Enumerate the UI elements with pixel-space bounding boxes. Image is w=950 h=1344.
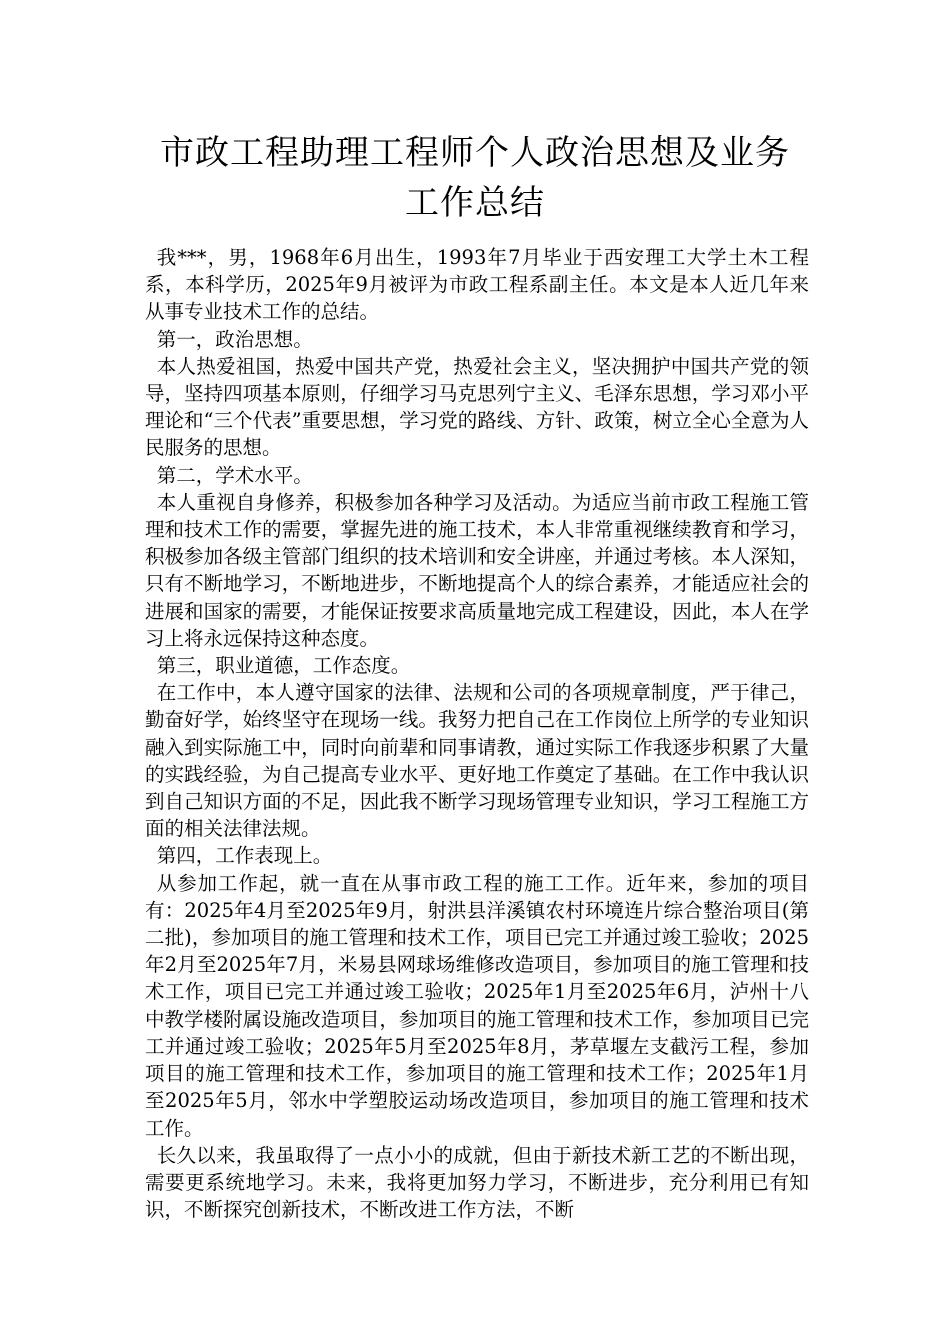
intro-paragraph: 我***，男，1968年6月出生，1993年7月毕业于西安理工大学土木工程系，本科学历，2025年9月被评为市政工程系副主任。本文是本人近几年来从事专业技术工作的总结。 [145, 246, 809, 324]
title-line-2: 工作总结 [405, 183, 545, 223]
document-title [100, 128, 850, 228]
section-heading-politics: 第一，政治思想。 [156, 327, 313, 351]
academic-paragraph: 本人重视自身修养，积极参加各种学习及活动。为适应当前市政工程施工管理和技术工作的需要，掌握先进的施工技术，本人非常重视继续教育和学习，积极参加各级主管部门组织的技术培训和安全讲座，并通过考核。本人深知，只有不断地学习，不断地进步，不断地提高个人的综合素养，才能适应社会的进展和国家的需要，才能保证按要求高质量地完成工程建设，因此，本人在学习上将永远保持这种态度。 [145, 490, 809, 650]
section-heading-performance: 第四，工作表现上。 [156, 844, 333, 868]
ethics-paragraph: 在工作中，本人遵守国家的法律、法规和公司的各项规章制度，严于律己，勤奋好学，始终坚守在现场一线。我努力把自己在工作岗位上所学的专业知识融入到实际施工中，同时向前辈和同事请教，通过实际工作我逐步积累了大量的实践经验，为自己提高专业水平、更好地工作奠定了基础。在工作中我认识到自己知识方面的不足，因此我不断学习现场管理专业知识，学习工程施工方面的相关法律法规。 [145, 681, 809, 841]
section-heading-academic: 第二，学术水平。 [156, 463, 313, 487]
performance-paragraph: 从参加工作起，就一直在从事市政工程的施工工作。近年来，参加的项目有：2025年4月至2025年9月，射洪县洋溪镇农村环境连片综合整治项目(第二批)，参加项目的施工管理和技术工作，项目已完工并通过竣工验收；2025年2月至2025年7月，米易县网球场维修改造项目，参加项目的施工管理和技术工作，项目已完工并通过竣工验收；2025年1月至2025年6月，泸州十八中教学楼附属设施改造项目，参加项目的施工管理和技术工作，参加项目已完工并通过竣工验收；2025年5月至2025年8月，茅草堰左支截污工程，参加项目的施工管理和技术工作，参加项目的施工管理和技术工作；2025年1月至2025年5月，邻水中学塑胶运动场改造项目，参加项目的施工管理和技术工作。 [145, 871, 809, 1140]
title-line-1: 市政工程助理工程师个人政治思想及业务 [160, 133, 790, 173]
closing-paragraph: 长久以来，我虽取得了一点小小的成就，但由于新技术新工艺的不断出现，需要更系统地学习。未来，我将更加努力学习，不断进步，充分利用已有知识，不断探究创新技术，不断改进工作方法，不断 [145, 1143, 809, 1222]
document-body [145, 244, 809, 1223]
politics-paragraph: 本人热爱祖国，热爱中国共产党，热爱社会主义，坚决拥护中国共产党的领导，坚持四项基本原则，仔细学习马克思列宁主义、毛泽东思想，学习邓小平理论和“三个代表”重要思想，学习党的路线、方针、政策，树立全心全意为人民服务的思想。 [145, 354, 809, 460]
section-heading-ethics: 第三，职业道德，工作态度。 [156, 654, 411, 678]
